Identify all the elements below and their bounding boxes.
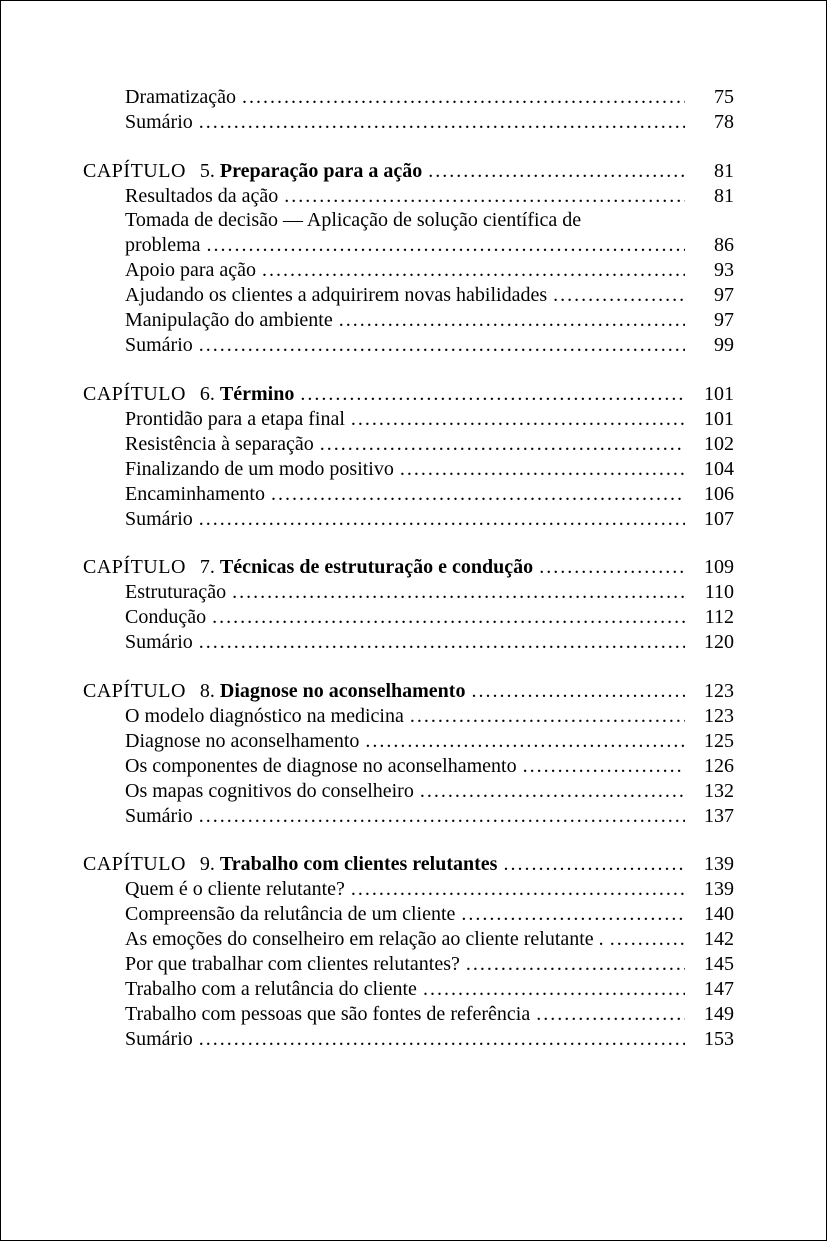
page-number: 104 bbox=[704, 458, 734, 480]
toc-entry bbox=[125, 729, 685, 753]
chapter-number: 8. bbox=[199, 680, 215, 702]
page-number: 81 bbox=[714, 160, 734, 182]
chapter-number: 7. bbox=[199, 556, 215, 578]
dot-leader bbox=[320, 432, 685, 456]
chapter-label: CAPÍTULO bbox=[83, 556, 186, 578]
entry-text: Sumário bbox=[125, 631, 193, 653]
toc-entry bbox=[125, 85, 685, 109]
page-number: 140 bbox=[704, 903, 734, 925]
dot-leader bbox=[420, 779, 685, 803]
page-number: 112 bbox=[704, 606, 734, 628]
entry-text: Diagnose no aconselhamento bbox=[125, 730, 360, 752]
dot-leader bbox=[284, 184, 685, 208]
toc-entry bbox=[125, 977, 685, 1001]
entry-text: Resistência à separação bbox=[125, 433, 314, 455]
toc-entry bbox=[125, 754, 685, 778]
chapter-number: 5. bbox=[199, 160, 215, 182]
toc-entry bbox=[125, 952, 685, 976]
toc-entry bbox=[125, 605, 685, 629]
dot-leader bbox=[199, 507, 685, 531]
dot-leader bbox=[536, 1002, 685, 1026]
dot-leader bbox=[503, 852, 685, 876]
chapter-title: Preparação para a ação bbox=[219, 160, 423, 182]
dot-leader bbox=[400, 457, 685, 481]
chapter-title: Término bbox=[219, 383, 295, 405]
entry-text-continuation: problema bbox=[125, 234, 201, 256]
entry-text: Encaminhamento bbox=[125, 483, 265, 505]
page-number: 81 bbox=[714, 185, 734, 207]
dot-leader bbox=[523, 754, 685, 778]
dot-leader bbox=[199, 630, 685, 654]
page-number: 120 bbox=[704, 631, 734, 653]
toc-entry bbox=[125, 804, 685, 828]
page-number: 123 bbox=[704, 680, 734, 702]
dot-leader bbox=[271, 482, 685, 506]
dot-leader bbox=[461, 902, 685, 926]
entry-text: Por que trabalhar com clientes relutantes? bbox=[125, 953, 460, 975]
dot-leader bbox=[262, 258, 685, 282]
entry-text: O modelo diagnóstico na medicina bbox=[125, 705, 404, 727]
page-number: 101 bbox=[704, 408, 734, 430]
dot-leader bbox=[242, 85, 685, 109]
toc-entry bbox=[125, 482, 685, 506]
page-number: 97 bbox=[714, 309, 734, 331]
page-number: 126 bbox=[704, 755, 734, 777]
toc-entry bbox=[125, 580, 685, 604]
chapter-label: CAPÍTULO bbox=[83, 383, 186, 405]
chapter-title: Diagnose no aconselhamento bbox=[219, 680, 466, 702]
toc-entry bbox=[125, 507, 685, 531]
page-number: 93 bbox=[714, 259, 734, 281]
dot-leader bbox=[351, 407, 685, 431]
entry-text: Sumário bbox=[125, 805, 193, 827]
chapter-number: 6. bbox=[199, 383, 215, 405]
chapter-title: Técnicas de estruturação e condução bbox=[219, 556, 534, 578]
page-number: 107 bbox=[704, 508, 734, 530]
page-number: 137 bbox=[704, 805, 734, 827]
dot-leader bbox=[423, 977, 685, 1001]
entry-text: Quem é o cliente relutante? bbox=[125, 878, 345, 900]
entry-text: Ajudando os clientes a adquirirem novas habilidades bbox=[125, 284, 548, 306]
dot-leader bbox=[212, 605, 685, 629]
entry-text: Resultados da ação bbox=[125, 185, 279, 207]
entry-text: As emoções do conselheiro em relação ao cliente relutante . bbox=[125, 928, 604, 950]
page-number: 78 bbox=[714, 111, 734, 133]
dot-leader bbox=[199, 333, 685, 357]
dot-leader bbox=[351, 877, 685, 901]
page-number: 149 bbox=[704, 1003, 734, 1025]
toc-entry bbox=[125, 902, 685, 926]
page-number: 101 bbox=[704, 383, 734, 405]
chapter-label: CAPÍTULO bbox=[83, 853, 186, 875]
toc-entry bbox=[125, 233, 685, 257]
page-number: 106 bbox=[704, 483, 734, 505]
page-number: 102 bbox=[704, 433, 734, 455]
toc-entry bbox=[125, 877, 685, 901]
dot-leader bbox=[199, 804, 685, 828]
entry-text: Trabalho com a relutância do cliente bbox=[125, 978, 417, 1000]
chapter-heading bbox=[83, 852, 685, 876]
dot-leader bbox=[539, 555, 685, 579]
chapter-number: 9. bbox=[199, 853, 215, 875]
page-number: 109 bbox=[704, 556, 734, 578]
entry-text: Os mapas cognitivos do conselheiro bbox=[125, 780, 414, 802]
page-number: 139 bbox=[704, 853, 734, 875]
page-number: 132 bbox=[704, 780, 734, 802]
page-number: 75 bbox=[714, 86, 734, 108]
entry-text: Sumário bbox=[125, 1028, 193, 1050]
page-number: 139 bbox=[704, 878, 734, 900]
toc-entry bbox=[125, 283, 685, 307]
toc-entry bbox=[125, 927, 685, 951]
dot-leader bbox=[207, 233, 685, 257]
toc-entry bbox=[125, 457, 685, 481]
entry-text: Sumário bbox=[125, 334, 193, 356]
dot-leader bbox=[471, 679, 685, 703]
dot-leader bbox=[553, 283, 685, 307]
dot-leader bbox=[199, 110, 685, 134]
entry-text: Os componentes de diagnose no aconselhamento bbox=[125, 755, 517, 777]
toc-entry bbox=[125, 1027, 685, 1051]
page-number: 110 bbox=[704, 581, 734, 603]
chapter-label: CAPÍTULO bbox=[83, 160, 186, 182]
dot-leader bbox=[232, 580, 685, 604]
page-number: 153 bbox=[704, 1028, 734, 1050]
entry-text: Sumário bbox=[125, 508, 193, 530]
toc-entry bbox=[125, 630, 685, 654]
toc-entry bbox=[125, 184, 685, 208]
toc-entry bbox=[125, 1002, 685, 1026]
entry-text: Compreensão da relutância de um cliente bbox=[125, 903, 456, 925]
entry-text: Condução bbox=[125, 606, 207, 628]
chapter-heading bbox=[83, 679, 685, 703]
dot-leader bbox=[300, 382, 685, 406]
entry-text: Tomada de decisão — Aplicação de solução científica de bbox=[125, 209, 582, 231]
page-number: 125 bbox=[704, 730, 734, 752]
entry-text: Dramatização bbox=[125, 86, 237, 108]
toc-entry bbox=[125, 110, 685, 134]
page-number: 97 bbox=[714, 284, 734, 306]
entry-text: Trabalho com pessoas que são fontes de referência bbox=[125, 1003, 531, 1025]
toc-entry bbox=[125, 432, 685, 456]
toc-entry bbox=[125, 258, 685, 282]
page-number: 99 bbox=[714, 334, 734, 356]
chapter-label: CAPÍTULO bbox=[83, 680, 186, 702]
toc-entry bbox=[125, 333, 685, 357]
toc-entry bbox=[125, 308, 685, 332]
dot-leader bbox=[339, 308, 685, 332]
dot-leader bbox=[199, 1027, 685, 1051]
page-number: 123 bbox=[704, 705, 734, 727]
dot-leader bbox=[365, 729, 685, 753]
chapter-heading bbox=[83, 382, 685, 406]
entry-text: Prontidão para a etapa final bbox=[125, 408, 345, 430]
dot-leader bbox=[428, 159, 685, 183]
toc-entry bbox=[125, 779, 685, 803]
toc-entry bbox=[125, 704, 685, 728]
chapter-title: Trabalho com clientes relutantes bbox=[219, 853, 498, 875]
page-number: 86 bbox=[714, 234, 734, 256]
entry-text: Apoio para ação bbox=[125, 259, 257, 281]
entry-text: Finalizando de um modo positivo bbox=[125, 458, 394, 480]
entry-text: Manipulação do ambiente bbox=[125, 309, 333, 331]
entry-text: Sumário bbox=[125, 111, 193, 133]
dot-leader bbox=[466, 952, 685, 976]
chapter-heading bbox=[83, 555, 685, 579]
toc-entry bbox=[125, 407, 685, 431]
page-number: 147 bbox=[704, 978, 734, 1000]
chapter-heading bbox=[83, 159, 685, 183]
dot-leader bbox=[410, 704, 685, 728]
page-number: 145 bbox=[704, 953, 734, 975]
entry-text: Estruturação bbox=[125, 581, 227, 603]
page-number: 142 bbox=[704, 928, 734, 950]
